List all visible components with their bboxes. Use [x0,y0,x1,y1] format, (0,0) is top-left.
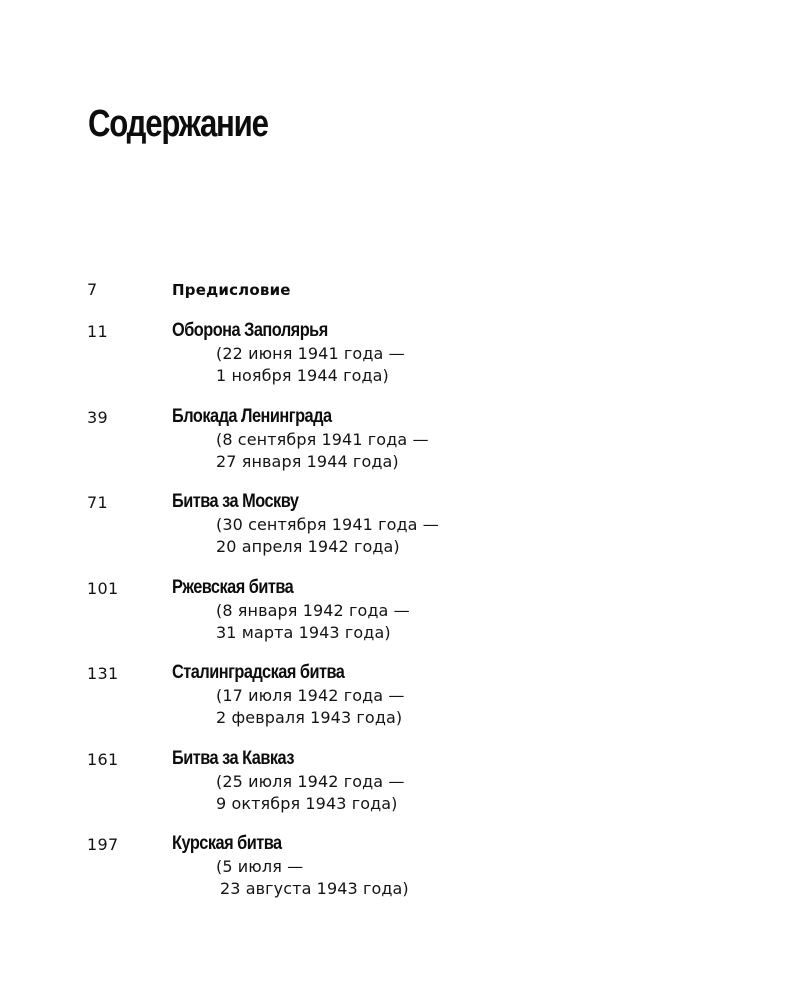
page-number: 161 [87,749,119,769]
entry-date-start: (25 июля 1942 года — [216,771,405,791]
page-number: 7 [87,280,98,299]
entry-title: Сталинградская битва [172,662,345,683]
toc-entry-battle-of-moscow[interactable] [0,487,800,573]
entry-date-start: (22 июня 1941 года — [216,344,405,363]
page-number: 101 [87,578,119,598]
entry-date-end: 31 марта 1943 года) [216,622,391,642]
toc-entry-arctic-defense[interactable] [0,316,800,402]
toc-entry-preface[interactable] [0,274,800,316]
entry-title: Битва за Москву [172,491,299,512]
entry-date-start: (8 сентября 1941 года — [216,429,429,449]
page-title: Содержание [88,103,268,145]
page-number: 197 [87,835,119,854]
toc-entry-stalingrad-battle[interactable] [0,658,800,744]
entry-date-start: (17 июля 1942 года — [216,686,405,705]
entry-title: Ржевская битва [172,576,294,598]
toc-list [0,274,800,915]
page-number: 71 [87,493,108,512]
toc-entry-rzhev-battle[interactable] [0,573,800,659]
entry-title: Битва за Кавказ [172,747,294,769]
page-number: 11 [87,322,108,341]
entry-title: Оборона Заполярья [172,320,328,341]
entry-date-end: 1 ноября 1944 года) [216,366,389,385]
entry-date-end: 20 апреля 1942 года) [216,537,400,556]
toc-entry-caucasus-battle[interactable] [0,744,800,830]
entry-date-start: (5 июля — [216,857,304,876]
entry-date-end: 2 февраля 1943 года) [216,708,403,727]
entry-date-end: 23 августа 1943 года) [220,879,409,898]
entry-date-start: (30 сентября 1941 года — [216,515,439,534]
entry-title: Курская битва [172,833,282,854]
entry-title: Предисловие [172,281,291,299]
page-number: 39 [87,407,108,427]
entry-title: Блокада Ленинграда [172,405,332,427]
entry-date-end: 27 января 1944 года) [216,451,399,471]
entry-date-end: 9 октября 1943 года) [216,793,398,813]
page-number: 131 [87,664,119,683]
entry-date-start: (8 января 1942 года — [216,600,410,620]
toc-entry-kursk-battle[interactable] [0,829,800,915]
toc-entry-leningrad-siege[interactable] [0,402,800,488]
